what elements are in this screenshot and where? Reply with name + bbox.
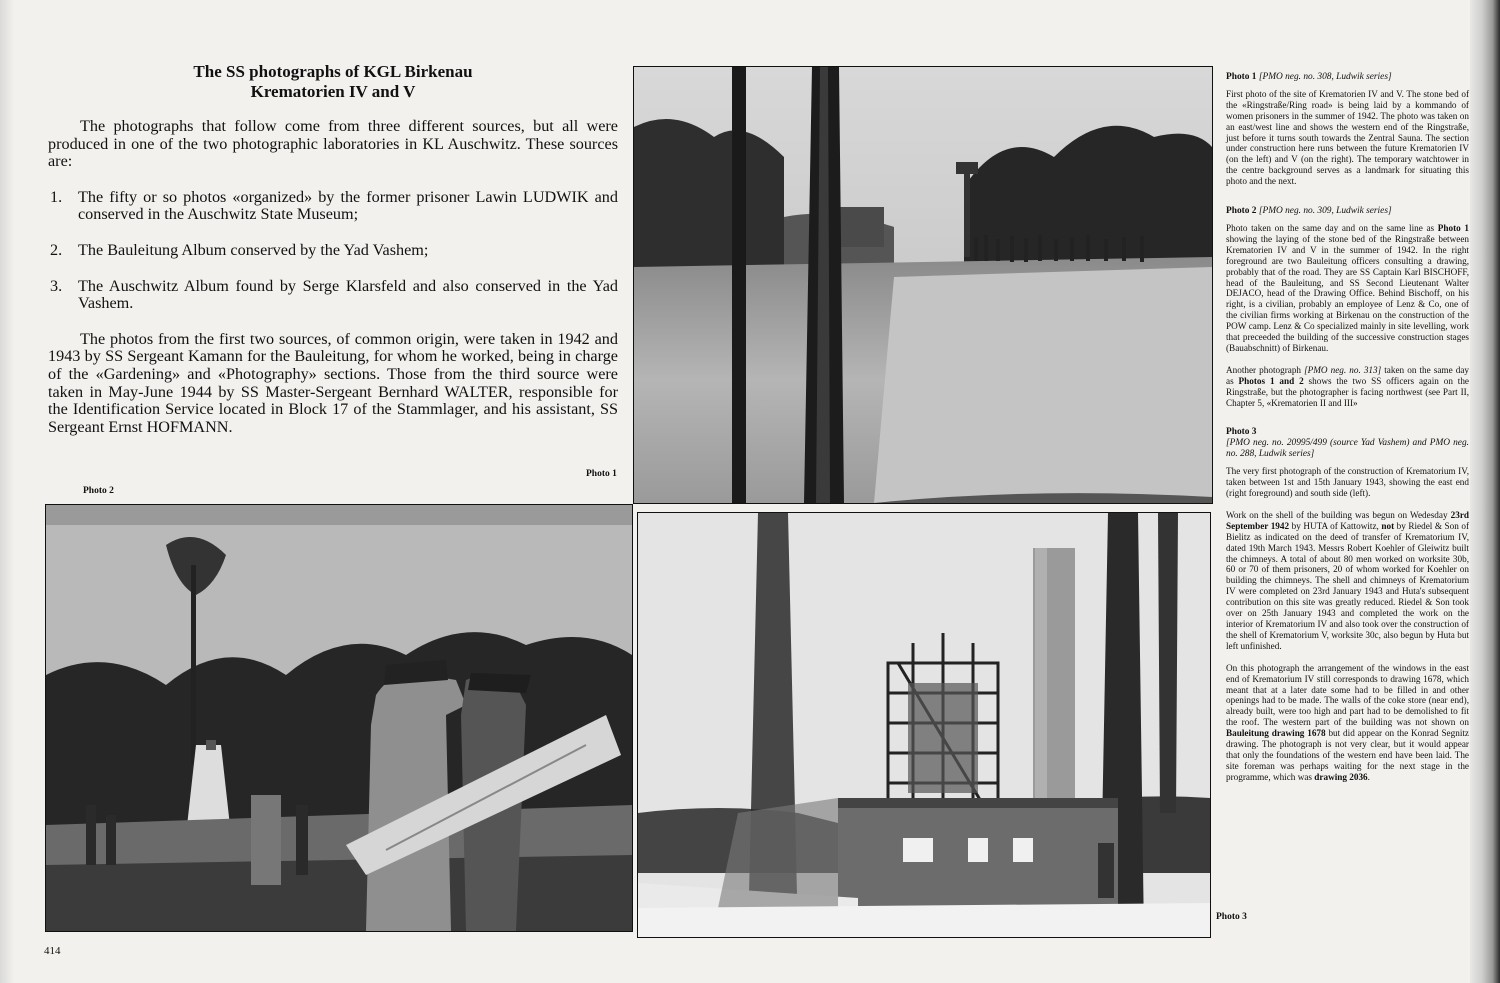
page-number: 414 [44, 945, 61, 957]
photo-3-image [638, 513, 1210, 937]
photo-1-label: Photo 1 [586, 469, 617, 479]
photo-2-label: Photo 2 [83, 486, 114, 496]
intro-block [48, 62, 618, 436]
list-item [48, 189, 618, 224]
caption-heading [1226, 206, 1469, 217]
list-item [48, 278, 618, 313]
caption-heading [1226, 72, 1469, 83]
list-text: The Auschwitz Album found by Serge Klarsfeld and also conserved in the Yad Vashem. [78, 276, 618, 313]
page-edge-right [1470, 0, 1500, 983]
caption-text-extra: Another photograph [PMO neg. no. 313] taken on the same day as Photos 1 and 2 shows the two SS officers again on the Ringstraße, but the photographer is facing northwest (see Part II, Chapter 5, «Krematorien II and III» [1226, 364, 1470, 408]
photo-2-officers [45, 504, 633, 932]
sources-list [48, 189, 618, 313]
intro-paragraph-1: The photographs that follow come from three different sources, but all were produced in one of the two photographic laboratories in KL Auschwitz. These sources are: [48, 117, 618, 171]
page-title [48, 62, 618, 102]
caption-text: Work on the shell of the building was begun on Wedesday 23rd September 1942 by HUTA of Kattowitz, not by Riedel & Son of Bielitz as indicated on the deed of transfer of Krematorium IV, dated 19th March 1943. Messrs Robert Koehler of Gleiwitz built the chimneys. A total of about 80 men worked on worksite 30b, 60 or 70 of them prisoners, 20 of whom worked for Koehler on building the chimneys. The shell and chimneys of Krematorium IV were completed on 23rd January 1943 and Huta's subsequent contribution on this site was greatly reduced. Riedel & Son took over on 25th January 1943 and completed the work on the interior of Krematorium IV and also took over the construction of the shell of Krematorium V, worksite 30c, also begun by Huta but left unfinished. [1226, 509, 1470, 651]
photo-2-image [46, 505, 632, 931]
page-edge-left [0, 0, 14, 983]
caption-text: First photo of the site of Krematorien IV and V. The stone bed of the «Ringstraße/Ring road» is being laid by a kommando of women prisoners in the summer of 1942. The photo was taken on an east/west line and shows the western end of the Ringstraße, just before it turns south towards the Zentral Sauna. The section under construction here runs between the future Krematorien IV (on the left) and V (on the right). The temporary watchtower in the centre background serves as a landmark for situating this photo and the next. [1226, 88, 1469, 187]
caption-source: [PMO neg. no. 20995/499 (source Yad Vashem) and PMO neg. no. 288, Ludwik series] [1226, 438, 1469, 460]
caption-label: Photo 2 [1226, 206, 1257, 217]
caption-photo-1 [1226, 72, 1469, 187]
caption-label: Photo 3 [1226, 427, 1257, 438]
list-text: The Bauleitung Album conserved by the Yad Vashem; [78, 240, 429, 259]
caption-source: [PMO neg. no. 308, Ludwik series] [1258, 72, 1392, 82]
list-number: 3. [50, 276, 63, 295]
caption-photo-3 [1226, 427, 1469, 782]
caption-text: Photo taken on the same day and on the same line as Photo 1 showing the laying of the stone bed of the Ringstraße between Krematorien IV and V in the summer of 1942. In the right foreground are two Bauleitung officers consulting a drawing, probably that of the road. They are SS Captain Karl BISCHOFF, head of the Bauleitung, and SS Second Lieutenant Walter DEJACO, head of the Drawing Office. Behind Bischoff, on his right, is a civilian, probably an employee of Lenz & Co, one of the civilian firms working at Birkenau on the construction of the POW camp. Lenz & Co specialized mainly in site levelling, work that preceeded the building of the successive construction stages (Bauabschnitt) of Birkenau. [1226, 222, 1470, 353]
caption-source: [PMO neg. no. 309, Ludwik series] [1258, 206, 1392, 217]
caption-photo-2 [1226, 206, 1469, 408]
caption-label: Photo 1 [1226, 72, 1257, 82]
caption-text: The very first photograph of the construction of Krematorium IV, taken between 1st and 15th January 1943, showing the east end (right foreground) and south side (left). [1226, 466, 1469, 498]
list-number: 2. [50, 240, 63, 259]
photo-3-krematorium-iv [637, 512, 1211, 938]
list-text: The fifty or so photos «organized» by the former prisoner Lawin LUDWIK and conserved in the Auschwitz State Museum; [78, 187, 618, 224]
photo-1-ringstrasse [633, 66, 1213, 504]
caption-heading [1226, 427, 1469, 460]
title-line-2: Krematorien IV and V [250, 82, 416, 101]
captions-column [1226, 72, 1469, 792]
list-item [48, 242, 618, 260]
caption-text: On this photograph the arrangement of the windows in the east end of Krematorium IV still corresponds to drawing 1678, which meant that at a later date some had to be filled in and other openings had to be made. The walls of the coke store (near end), already built, were too high and part had to be demolished to fit the roof. The western part of the building was not shown on Bauleitung drawing 1678 but did appear on the Konrad Segnitz drawing. The photograph is not very clear, but it would appear that only the foundations of the western end have been laid. The site foreman was perhaps waiting for the next stage in the programme, which was drawing 2036. [1226, 662, 1470, 782]
intro-paragraph-2: The photos from the first two sources, of common origin, were taken in 1942 and 1943 by SS Sergeant Kamann for the Bauleitung, for whom he worked, being in charge of the «Gardening» and «Photography» sections. Those from the third source were taken in May-June 1944 by SS Master-Sergeant Bernhard WALTER, responsible for the Identification Service located in Block 17 of the Stammlager, and his assistant, SS Sergeant Ernst HOFMANN. [48, 329, 618, 436]
title-line-1: The SS photographs of KGL Birkenau [193, 62, 473, 81]
list-number: 1. [50, 187, 63, 206]
photo-1-image [634, 67, 1212, 503]
photo-3-label: Photo 3 [1216, 912, 1247, 922]
